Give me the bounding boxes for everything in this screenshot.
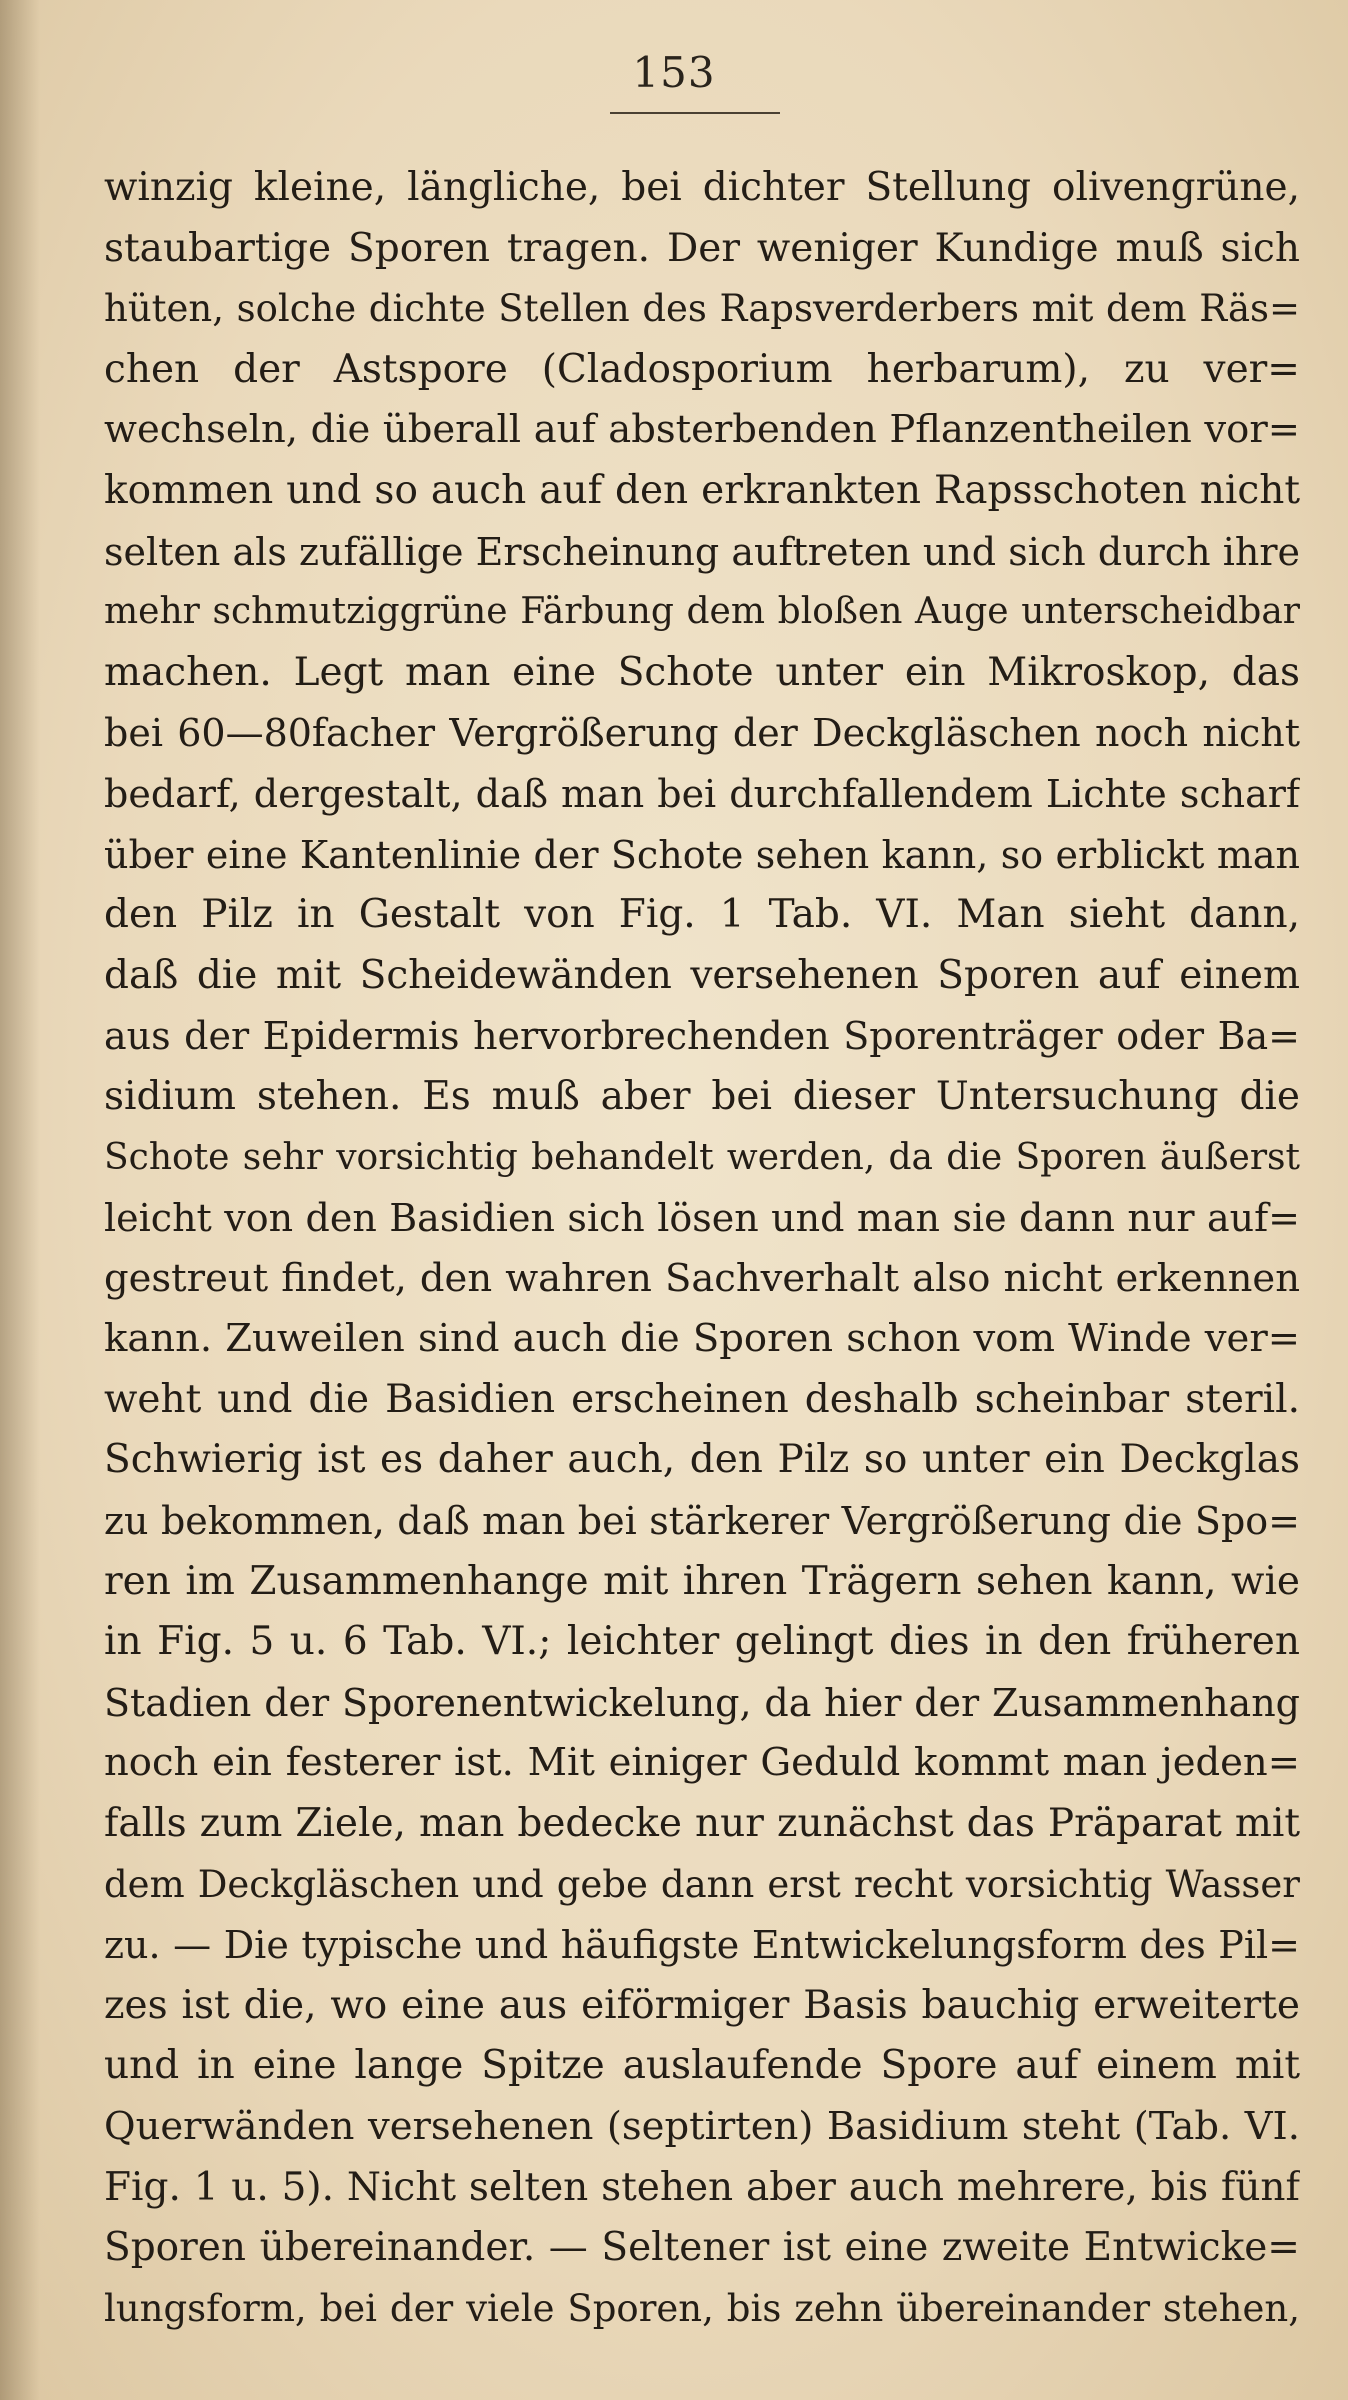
text-line: Schwierig ist es daher auch, den Pilz so unter ein Deckglas <box>104 1437 1300 1483</box>
text-line: mehr schmutziggrüne Färbung dem bloßen Auge unterscheidbar <box>104 591 1300 633</box>
text-line: daß die mit Scheidewänden versehenen Sporen auf einem <box>104 952 1300 998</box>
text-line: machen. Legt man eine Schote unter ein Mikroskop, das <box>104 649 1300 695</box>
text-line: wechseln, die überall auf absterbenden Pflanzentheilen vor= <box>104 407 1300 453</box>
text-line: selten als zufällige Erscheinung auftreten und sich durch ihre <box>104 529 1300 574</box>
text-line: chen der Astspore (Cladosporium herbarum), zu ver= <box>104 346 1300 392</box>
page-number: 153 <box>632 48 716 97</box>
text-line: und in eine lange Spitze auslaufende Spore auf einem mit <box>104 2043 1300 2089</box>
text-line: kann. Zuweilen sind auch die Sporen schon vom Winde ver= <box>104 1316 1300 1362</box>
text-line: über eine Kantenlinie der Schote sehen kann, so erblickt man <box>104 832 1300 877</box>
text-line: lungsform, bei der viele Sporen, bis zehn übereinander stehen, <box>104 2286 1300 2330</box>
text-line: ren im Zusammenhange mit ihren Trägern sehen kann, wie <box>104 1558 1300 1604</box>
text-line: leicht von den Basidien sich lösen und man sie dann nur auf= <box>104 1196 1300 1241</box>
text-line: den Pilz in Gestalt von Fig. 1 Tab. VI. Man sieht dann, <box>104 892 1300 938</box>
text-line: sidium stehen. Es muß aber bei dieser Untersuchung die <box>104 1073 1300 1119</box>
text-line: Fig. 1 u. 5). Nicht selten stehen aber auch mehrere, bis fünf <box>104 2164 1300 2210</box>
text-line: gestreut findet, den wahren Sachverhalt also nicht erkennen <box>104 1255 1300 1301</box>
text-line: Stadien der Sporenentwickelung, da hier der Zusammenhang <box>104 1680 1300 1725</box>
text-line: Querwänden versehenen (septirten) Basidium steht (Tab. VI. <box>104 2104 1300 2149</box>
text-line: falls zum Ziele, man bedecke nur zunächst das Präparat mit <box>104 1801 1300 1847</box>
text-line: dem Deckgläschen und gebe dann erst recht vorsichtig Wasser <box>104 1862 1300 1906</box>
text-line: weht und die Basidien erscheinen deshalb scheinbar steril. <box>104 1376 1300 1422</box>
text-line: noch ein festerer ist. Mit einiger Geduld kommt man jeden= <box>104 1740 1300 1786</box>
text-line: kommen und so auch auf den erkrankten Rapsschoten nicht <box>104 467 1300 513</box>
text-line: bedarf, dergestalt, daß man bei durchfallendem Lichte scharf <box>104 771 1300 816</box>
text-line: Schote sehr vorsichtig behandelt werden, da die Sporen äußerst <box>104 1136 1300 1178</box>
text-line: bei 60—80facher Vergrößerung der Deckgläschen noch nicht <box>104 711 1300 756</box>
text-line: winzig kleine, längliche, bei dichter Stellung olivengrüne, <box>104 165 1300 210</box>
text-line: Sporen übereinander. — Seltener ist eine zweite Entwicke= <box>104 2225 1300 2271</box>
header-rule <box>610 112 780 114</box>
body-text <box>104 158 1300 2339</box>
gutter-shadow <box>0 0 40 2400</box>
text-line: zu bekommen, daß man bei stärkerer Vergrößerung die Spo= <box>104 1499 1300 1544</box>
text-line: in Fig. 5 u. 6 Tab. VI.; leichter gelingt dies in den früheren <box>104 1619 1300 1665</box>
text-line: hüten, solche dichte Stellen des Rapsverderbers mit dem Räs= <box>104 287 1300 331</box>
page-header <box>0 48 1348 97</box>
text-line: staubartige Sporen tragen. Der weniger Kundige muß sich <box>104 225 1300 271</box>
text-line: zes ist die, wo eine aus eiförmiger Basis bauchig erweiterte <box>104 1982 1300 2028</box>
text-line: aus der Epidermis hervorbrechenden Sporenträger oder Ba= <box>104 1014 1300 1059</box>
text-line: zu. — Die typische und häufigste Entwickelungsform des Pil= <box>104 1923 1300 1968</box>
